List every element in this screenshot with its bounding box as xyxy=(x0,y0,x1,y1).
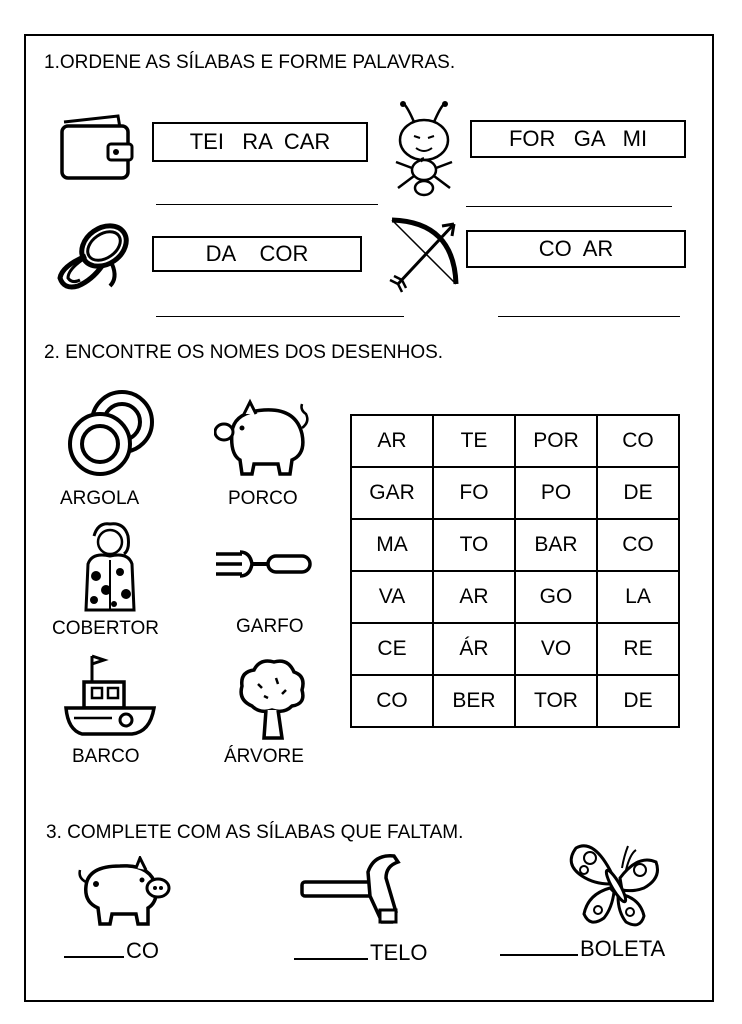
wallet-icon xyxy=(58,112,136,184)
grid-cell[interactable]: GAR xyxy=(351,467,433,519)
section1-heading: 1.ORDENE AS SÍLABAS E FORME PALAVRAS. xyxy=(44,52,456,73)
blanket-person-icon xyxy=(72,520,148,612)
grid-cell[interactable]: VO xyxy=(515,623,597,675)
label-argola: ARGOLA xyxy=(60,488,140,509)
blank-word-2[interactable] xyxy=(294,940,427,966)
butterfly-icon xyxy=(564,834,664,934)
section2-heading: 2. ENCONTRE OS NOMES DOS DESENHOS. xyxy=(44,342,444,363)
answer-blank[interactable] xyxy=(64,942,124,958)
syllable-box-2: FOR GA MI xyxy=(470,120,686,158)
grid-cell[interactable]: TE xyxy=(433,415,515,467)
rope-icon xyxy=(52,214,136,296)
grid-cell[interactable]: LA xyxy=(597,571,679,623)
label-cobertor: COBERTOR xyxy=(52,618,159,639)
answer-blank[interactable] xyxy=(500,940,578,956)
grid-cell[interactable]: AR xyxy=(351,415,433,467)
grid-row xyxy=(351,467,679,519)
syllable-suffix: BOLETA xyxy=(580,936,666,961)
label-arvore: ÁRVORE xyxy=(224,746,304,767)
ant-icon xyxy=(384,100,464,200)
grid-cell[interactable]: CE xyxy=(351,623,433,675)
syllable-suffix: CO xyxy=(126,938,159,963)
rings-icon xyxy=(66,388,158,478)
section3-heading: 3. COMPLETE COM AS SÍLABAS QUE FALTAM. xyxy=(46,822,464,843)
grid-row xyxy=(351,571,679,623)
label-porco: PORCO xyxy=(228,488,298,509)
grid-row xyxy=(351,675,679,727)
grid-cell[interactable]: TO xyxy=(433,519,515,571)
grid-cell[interactable]: FO xyxy=(433,467,515,519)
syllable-box-3: DA COR xyxy=(152,236,362,272)
fork-icon xyxy=(212,546,314,586)
label-barco: BARCO xyxy=(72,746,140,767)
answer-blank[interactable] xyxy=(294,944,368,960)
grid-row xyxy=(351,623,679,675)
boat-icon xyxy=(62,652,158,738)
grid-cell[interactable]: CO xyxy=(351,675,433,727)
grid-cell[interactable]: CO xyxy=(597,415,679,467)
answer-line-1[interactable] xyxy=(156,204,378,205)
grid-cell[interactable]: DE xyxy=(597,467,679,519)
answer-line-3[interactable] xyxy=(156,316,404,317)
syllable-suffix: TELO xyxy=(370,940,428,965)
pig-icon xyxy=(76,856,174,928)
grid-cell[interactable]: CO xyxy=(597,519,679,571)
syllable-box-1: TEI RA CAR xyxy=(152,122,368,162)
tree-icon xyxy=(236,656,308,742)
pig-icon xyxy=(214,398,314,478)
grid-cell[interactable]: BAR xyxy=(515,519,597,571)
grid-cell[interactable]: TOR xyxy=(515,675,597,727)
grid-cell[interactable]: PO xyxy=(515,467,597,519)
blank-word-1[interactable] xyxy=(64,938,159,964)
syllable-box-4: CO AR xyxy=(466,230,686,268)
blank-word-3[interactable] xyxy=(500,936,665,962)
grid-cell[interactable]: DE xyxy=(597,675,679,727)
grid-cell[interactable]: ÁR xyxy=(433,623,515,675)
grid-cell[interactable]: AR xyxy=(433,571,515,623)
bow-and-arrow-icon xyxy=(382,214,464,294)
hammer-icon xyxy=(298,852,406,928)
grid-cell[interactable]: RE xyxy=(597,623,679,675)
syllable-grid xyxy=(350,414,680,728)
grid-row xyxy=(351,415,679,467)
grid-cell[interactable]: POR xyxy=(515,415,597,467)
label-garfo: GARFO xyxy=(236,616,304,637)
grid-cell[interactable]: BER xyxy=(433,675,515,727)
grid-row xyxy=(351,519,679,571)
grid-cell[interactable]: MA xyxy=(351,519,433,571)
grid-cell[interactable]: GO xyxy=(515,571,597,623)
answer-line-2[interactable] xyxy=(466,206,672,207)
answer-line-4[interactable] xyxy=(498,316,680,317)
grid-cell[interactable]: VA xyxy=(351,571,433,623)
